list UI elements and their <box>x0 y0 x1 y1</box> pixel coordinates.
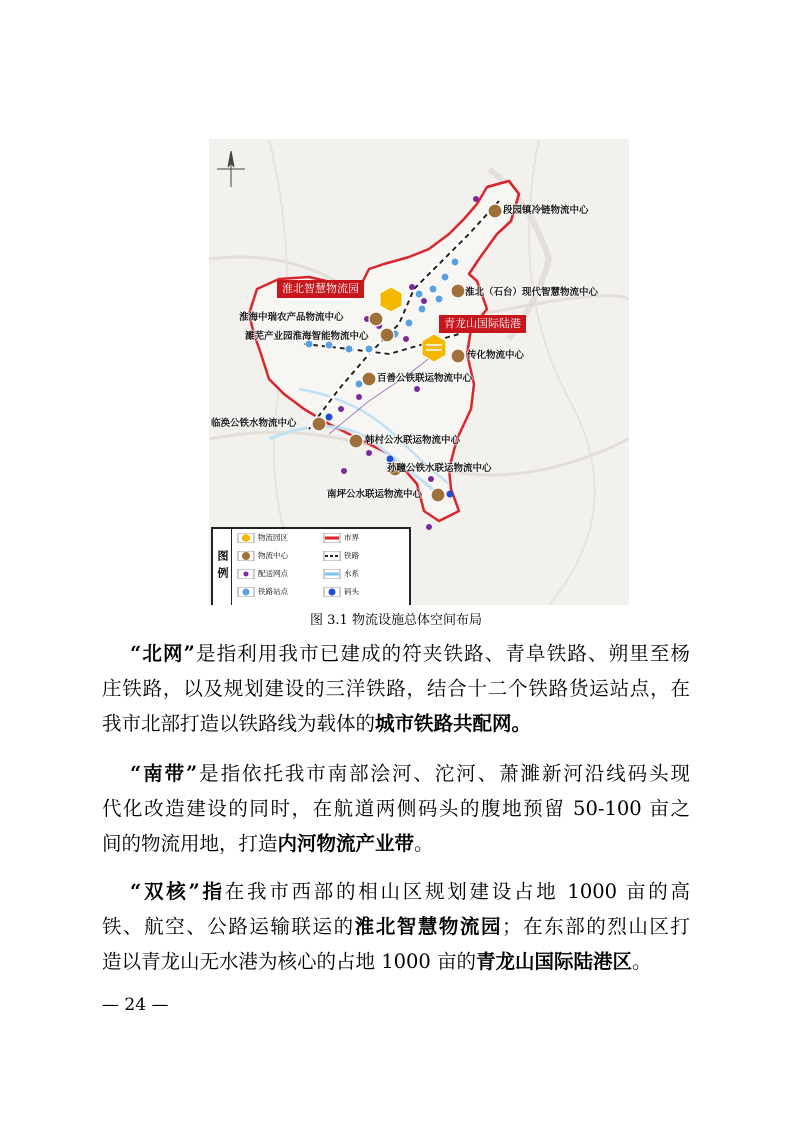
label-baishan: 百善公铁联运物流中心 <box>377 373 473 384</box>
railway-station-icon <box>345 345 353 353</box>
legend-item-boundary: 市界 <box>323 531 359 545</box>
distribution-point-icon <box>428 476 434 482</box>
term-qinglongshan-port: 青龙山国际陆港区 <box>476 950 633 973</box>
page-number: — 24 — <box>102 995 169 1015</box>
railway-station-icon <box>429 285 437 293</box>
logistics-center-icon <box>380 328 394 342</box>
distribution-point-icon <box>356 394 362 400</box>
railway-station-icon <box>435 295 443 303</box>
text-line: 我市北部打造以铁路线为载体的 <box>102 712 376 735</box>
label-hancun: 韩村公水联运物流中心 <box>365 435 461 446</box>
legend-title: 图例 <box>213 529 232 605</box>
distribution-point-icon <box>341 468 347 474</box>
logistics-map-figure <box>209 139 629 605</box>
label-suiwu: 濉芜产业园淮海智能物流中心 <box>245 331 369 342</box>
text-line: 是指依托我市南部浍河、沱河、萧濉新河沿线码头现 <box>197 762 690 785</box>
railway-station-icon <box>237 587 255 597</box>
text-line: 是指利用我市已建成的符夹铁路、青阜铁路、朔里至杨 <box>194 642 690 665</box>
logistics-center-icon <box>369 312 383 326</box>
label-suntuan: 孙疃公铁水联运物流中心 <box>387 463 492 474</box>
label-qinglongshan: 青龙山国际陆港 <box>439 315 526 333</box>
dock-icon <box>323 587 341 597</box>
term-dual-core: “双核” <box>130 880 200 903</box>
distribution-point-icon <box>237 569 255 579</box>
term-city-railway-network: 城市铁路共配网 <box>375 712 512 735</box>
paragraph-north-network <box>130 636 690 671</box>
logistics-center-icon <box>431 488 445 502</box>
text-line: 铁、航空、公路运输联运的 <box>102 915 355 938</box>
logistics-center-icon <box>451 284 465 298</box>
logistics-park-icon <box>380 287 402 312</box>
term-north-network: “北网” <box>130 642 195 665</box>
logistics-center-icon <box>237 551 255 561</box>
legend-item-station: 铁路站点 <box>237 585 288 599</box>
legend-item-center: 物流中心 <box>237 549 288 563</box>
dock-icon <box>387 456 394 463</box>
label-huaibei-park: 淮北智慧物流园 <box>277 280 364 298</box>
railway-station-icon <box>365 345 373 353</box>
boundary-line-icon <box>323 533 341 543</box>
logistics-center-icon <box>362 372 376 386</box>
legend-item-railway: 铁路 <box>323 549 359 563</box>
legend-item-park: 物流园区 <box>237 531 288 545</box>
text-line: 造以青龙山无水港为核心的占地 1000 亩的 <box>102 950 477 973</box>
distribution-point-icon <box>414 386 420 392</box>
logistics-park-icon <box>237 533 255 543</box>
text-punct: 。 <box>511 712 532 735</box>
paragraph-dual-core <box>130 874 690 909</box>
railway-station-icon <box>405 319 413 327</box>
term-huaibei-park: 淮北智慧物流园 <box>354 915 503 938</box>
text-punct: 。 <box>414 832 434 855</box>
railway-station-icon <box>441 273 449 281</box>
distribution-point-icon <box>366 450 372 456</box>
distribution-point-icon <box>473 196 479 202</box>
label-chuanhua: 传化物流中心 <box>467 350 525 361</box>
text-line: ；在东部的烈山区打 <box>502 915 690 938</box>
logistics-center-icon <box>488 204 502 218</box>
logistics-center-icon <box>451 349 465 363</box>
paragraph-south-belt-cont <box>102 791 690 861</box>
paragraph-dual-core-cont <box>102 909 690 979</box>
paragraph-north-network-cont <box>102 671 690 741</box>
text-line: 在我市西部的相山区规划建设占地 1000 亩的高 <box>224 880 690 903</box>
label-nanping: 南坪公水联运物流中心 <box>327 489 423 500</box>
dock-icon <box>326 414 333 421</box>
distribution-point-icon <box>338 406 344 412</box>
distribution-point-icon <box>403 336 409 342</box>
railway-station-icon <box>415 290 423 298</box>
distribution-point-icon <box>421 298 427 304</box>
dock-icon <box>447 491 454 498</box>
legend-item-distribution: 配送网点 <box>237 567 288 581</box>
figure-caption: 图 3.1 物流设施总体空间布局 <box>310 613 482 628</box>
label-linhuan: 临涣公铁水物流中心 <box>211 418 297 429</box>
label-huaibei-shitai: 淮北（石台）现代智慧物流中心 <box>465 287 599 298</box>
logistics-center-icon <box>312 417 326 431</box>
water-system-icon <box>323 569 341 579</box>
paragraph-south-belt <box>130 756 690 791</box>
term-inland-river-belt: 内河物流产业带 <box>277 832 415 855</box>
text-punct: 。 <box>632 950 652 973</box>
railway-line-icon <box>323 551 341 561</box>
legend-item-dock: 码头 <box>323 585 359 599</box>
text-zhi: 指 <box>199 880 225 903</box>
distribution-point-icon <box>426 524 432 530</box>
logistics-center-icon <box>349 434 363 448</box>
railway-station-icon <box>418 305 426 313</box>
distribution-point-icon <box>409 284 415 290</box>
legend-item-water: 水系 <box>323 567 359 581</box>
railway-station-icon <box>451 258 459 266</box>
text-line: 庄铁路，以及规划建设的三洋铁路，结合十二个铁路货运站点，在 <box>102 677 690 700</box>
map-legend <box>211 527 411 605</box>
term-south-belt: “南带” <box>130 762 198 785</box>
label-huaihai: 淮海中瑞农产品物流中心 <box>239 312 344 323</box>
text-line: 间的物流用地，打造 <box>102 832 278 855</box>
text-line: 代化改造建设的同时，在航道两侧码头的腹地预留 50-100 亩之 <box>102 797 690 820</box>
label-duanyuan: 段园镇冷链物流中心 <box>503 205 589 216</box>
